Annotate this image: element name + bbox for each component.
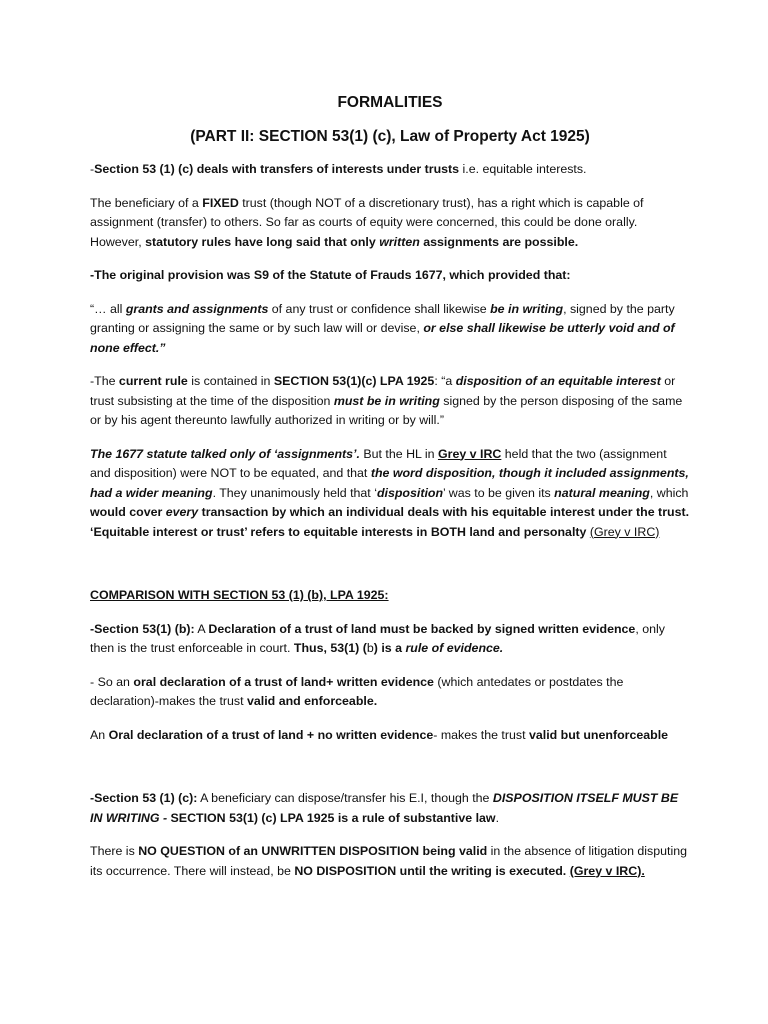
- text-run-bold: Section 53 (1) (c) deals with transfers of interests under trusts: [94, 162, 460, 176]
- case-citation: Grey v IRC: [437, 446, 502, 461]
- text-run-bold: rust. ‘Equitable interest or trust’ refers to equitable interests in BOTH land and personalty: [90, 505, 690, 539]
- text-run-bold: oral declaration of a trust of land+ written evidence: [133, 674, 434, 689]
- paragraph-section-53-1-c: [90, 789, 690, 828]
- text-run: (which antedates or postdates the declaration)-makes the trust: [90, 674, 624, 708]
- text-run-bold: would cover: [90, 505, 166, 519]
- text-run: , which: [649, 485, 689, 500]
- text-run: , signed by the party granting or assigning the same or by such law will or devise,: [90, 301, 675, 335]
- text-run-bold: Declaration of a trust of land must be backed by signed written evidence: [208, 621, 636, 636]
- text-run-bold-italic: grants and assignments: [125, 301, 269, 316]
- text-run: But the HL in: [359, 446, 438, 461]
- text-run: or trust subsisting at the time of the disposition: [90, 374, 676, 408]
- text-run-bold: valid and enforceable.: [247, 694, 378, 708]
- case-citation: (Grey v IRC).: [569, 863, 645, 878]
- paragraph-grey-v-irc: [90, 445, 690, 543]
- text-run: is contained in: [187, 374, 274, 388]
- text-run: An: [90, 727, 109, 742]
- text-run: . They unanimously held that ‘: [212, 485, 377, 500]
- text-run: , only then is the trust enforceable in court.: [90, 621, 665, 655]
- text-run-bold-italic: The 1677 statute talked only of ‘assignments’.: [90, 446, 360, 461]
- text-run-bold: SECTION 53(1)(c) LPA 1925: [273, 374, 435, 388]
- text-run-bold: SECTION 53(1) (c) LPA 1925 is a rule of substantive law: [170, 810, 496, 825]
- text-run-bold-italic: the word disposition, though it included assignments, had a wider meaning: [90, 466, 689, 500]
- text-run: -The: [90, 374, 119, 388]
- text-run-bold-italic: natural meaning: [554, 485, 650, 500]
- text-run: signed by the person disposing of the same or by his agent thereunto lawfully authorized in writing or by will.”: [90, 393, 683, 427]
- text-run-bold: NO DISPOSITION until the writing is executed.: [294, 863, 567, 878]
- text-run-bold: transaction by which an individual deals with his equitable interest under the t: [198, 505, 663, 519]
- paragraph-statute-quote: [90, 300, 690, 359]
- text-run-bold-italic: every: [165, 505, 199, 519]
- text-run-bold-italic: rule of evidence.: [405, 641, 504, 655]
- text-run: The beneficiary of a: [90, 195, 203, 210]
- text-run-bold: statutory rules have long said that only: [145, 234, 380, 249]
- document-subtitle: (PART II: SECTION 53(1) (c), Law of Property Act 1925): [190, 128, 590, 145]
- paragraph-section-53-1-b: [90, 620, 690, 659]
- text-run: in the absence of litigation disputing its occurrence. There will instead, be: [90, 844, 687, 878]
- text-run: i.e. equitable interests.: [459, 162, 587, 176]
- text-run-bold-italic: DISPOSITION ITSELF MUST BE IN WRITING: [90, 791, 679, 825]
- text-run-bold: ) is a: [373, 641, 406, 655]
- text-run-bold-italic: disposition of an equitable interest: [455, 374, 661, 388]
- text-run-bold: Oral declaration of a trust of land + no written evidence: [108, 727, 434, 742]
- text-run-bold: assignments are possible.: [419, 234, 579, 249]
- paragraph-no-unwritten-disposition: [90, 842, 690, 881]
- text-run: ’ was to be given its: [443, 485, 555, 500]
- text-run: “… all: [90, 301, 126, 316]
- paragraph-current-rule: [90, 372, 690, 431]
- text-run: A beneficiary can dispose/transfer his E.I, though the: [197, 791, 493, 805]
- paragraph-oral-declaration-unwritten: [90, 726, 690, 746]
- text-run-bold: -Section 53(1) (b):: [90, 621, 195, 636]
- text-run-bold: NO QUESTION of an UNWRITTEN DISPOSITION being valid: [138, 844, 488, 858]
- text-run: trust (though NOT of a discretionary trust), has a right which is capable of assignment (transfer) to others. So far as courts of equity were concerned, this could be done orally. However,: [90, 195, 644, 249]
- text-run-bold: valid but unenforceable: [528, 727, 669, 742]
- text-run: - makes the trust: [433, 727, 529, 742]
- document-title: FORMALITIES: [337, 94, 443, 111]
- text-run-bold-italic: be in writing: [490, 301, 564, 316]
- text-run-bold: Thus, 53(1) (: [293, 641, 367, 655]
- text-run: .: [495, 810, 500, 825]
- text-run-bold-italic: disposition: [376, 485, 444, 500]
- text-run-bold: FIXED: [202, 195, 239, 210]
- text-run: b: [366, 641, 374, 655]
- text-run: held that the two (assignment and disposition) were NOT to be equated, and that: [90, 446, 667, 480]
- text-run: of any trust or confidence shall likewise: [268, 301, 491, 316]
- case-citation: (Grey v IRC): [589, 524, 660, 539]
- text-run-bold-italic: or else shall likewise be utterly void and of none effect.”: [90, 321, 675, 355]
- paragraph-oral-declaration-written: [90, 673, 690, 712]
- text-run-bold: current rule: [118, 374, 188, 388]
- text-run: - So an: [90, 674, 134, 689]
- text-run-bold-italic: written: [379, 234, 420, 249]
- text-run: A: [194, 621, 209, 636]
- paragraph-original-provision: -The original provision was S9 of the Statute of Frauds 1677, which provided that:: [90, 268, 571, 282]
- paragraph-section-53-1-c-intro: [90, 160, 690, 180]
- text-run: : “a: [434, 374, 456, 388]
- text-run-bold-italic: -: [159, 810, 171, 825]
- text-run: There is: [90, 844, 139, 858]
- text-run-bold-italic: must be in writing: [333, 393, 440, 408]
- document-page: [90, 92, 690, 881]
- paragraph-fixed-trust: [90, 194, 690, 253]
- text-run-bold: -Section 53 (1) (c):: [90, 791, 198, 805]
- text-run: -: [90, 162, 95, 176]
- comparison-heading: COMPARISON WITH SECTION 53 (1) (b), LPA 1925:: [90, 588, 389, 602]
